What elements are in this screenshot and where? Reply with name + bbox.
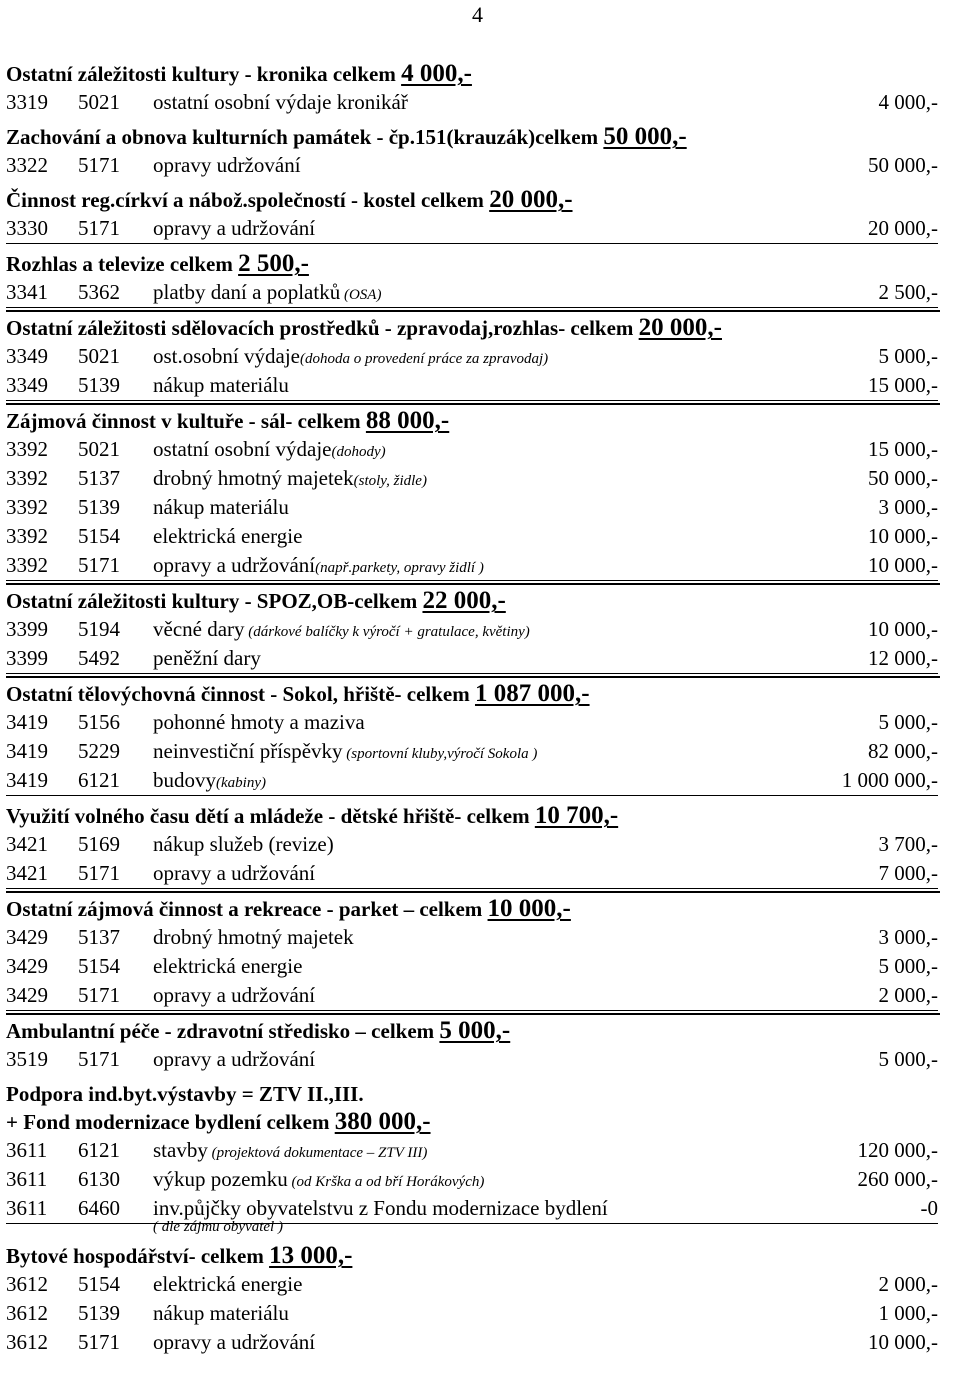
paragraph-code: 3611: [6, 1196, 48, 1220]
row-extra-note: ( dle zájmu obyvatel ): [153, 1219, 283, 1235]
section-total: 380 000,-: [334, 1108, 431, 1135]
paragraph-code: 3322: [6, 153, 48, 177]
row-amount: 50 000,-: [868, 466, 938, 490]
paragraph-code: 3392: [6, 437, 48, 461]
section-title: Bytové hospodářství- celkem: [6, 1244, 264, 1268]
section-total: 88 000,-: [365, 407, 450, 434]
paragraph-code: 3392: [6, 524, 48, 548]
item-code: 5171: [78, 553, 120, 577]
budget-row: [6, 214, 938, 244]
section-subtitle: + Fond modernizace bydlení celkem: [6, 1110, 330, 1134]
item-code: 5171: [78, 1330, 120, 1354]
paragraph-code: 3429: [6, 925, 48, 949]
paragraph-code: 3349: [6, 344, 48, 368]
section-heading: [6, 407, 938, 435]
row-description: drobný hmotný majetek: [153, 466, 354, 490]
budget-row: [6, 1194, 938, 1224]
row-note: (dohoda o provedení práce za zpravodaj): [300, 351, 549, 367]
row-amount: 10 000,-: [868, 553, 938, 577]
paragraph-code: 3399: [6, 617, 48, 641]
section-title: Využití volného času dětí a mládeže - dětské hřiště- celkem: [6, 804, 530, 828]
row-description: elektrická energie: [153, 954, 303, 978]
item-code: 5171: [78, 1047, 120, 1071]
row-note: (projektová dokumentace – ZTV III): [207, 1145, 428, 1161]
section-spacer: [6, 1357, 938, 1363]
row-description: ostatní osobní výdaje: [153, 437, 332, 461]
budget-row: [6, 708, 938, 737]
row-description: opravy a udržování: [153, 216, 316, 240]
section-total: 5 000,-: [439, 1017, 511, 1044]
section-heading: [6, 895, 938, 923]
budget-row: [6, 88, 938, 117]
paragraph-code: 3341: [6, 280, 48, 304]
paragraph-code: 3611: [6, 1167, 48, 1191]
budget-section: [6, 1017, 938, 1080]
paragraph-code: 3421: [6, 832, 48, 856]
row-description: nákup materiálu: [153, 373, 289, 397]
row-description: budovy: [153, 768, 216, 792]
item-code: 5154: [78, 524, 120, 548]
budget-row: [6, 952, 938, 981]
item-code: 5154: [78, 954, 120, 978]
section-total: 10 000,-: [487, 895, 571, 922]
budget-row: [6, 522, 938, 551]
budget-section: [6, 680, 938, 802]
item-code: 5139: [78, 373, 120, 397]
paragraph-code: 3319: [6, 90, 48, 114]
row-description: věcné dary: [153, 617, 245, 641]
item-code: 5171: [78, 216, 120, 240]
item-code: 5156: [78, 710, 120, 734]
row-description: opravy a udržování: [153, 861, 316, 885]
row-amount: 15 000,-: [868, 373, 938, 397]
row-note: (kabiny): [216, 775, 266, 791]
item-code: 5229: [78, 739, 120, 763]
row-description-cell: [153, 952, 871, 981]
budget-row: [6, 278, 938, 308]
section-total: 20 000,-: [638, 314, 722, 341]
section-heading: [6, 587, 938, 615]
row-amount: 1 000,-: [878, 1301, 938, 1325]
paragraph-code: 3612: [6, 1301, 48, 1325]
section-title: Podpora ind.byt.výstavby = ZTV II.,III.: [6, 1082, 364, 1106]
budget-section: [6, 407, 938, 587]
budget-section: [6, 895, 938, 1017]
budget-row: [6, 371, 938, 401]
row-description-cell: [153, 981, 871, 1010]
row-description: elektrická energie: [153, 524, 303, 548]
budget-row: [6, 1165, 938, 1194]
row-description-cell: [153, 278, 871, 307]
section-total: 10 700,-: [534, 802, 619, 829]
row-amount: 3 000,-: [878, 495, 938, 519]
budget-row: [6, 766, 938, 796]
budget-row: [6, 644, 938, 674]
budget-section: [6, 587, 938, 680]
section-title: Zachování a obnova kulturních památek - čp.151(krauzák)celkem: [6, 125, 599, 149]
row-note: (sportovní kluby,výročí Sokola ): [342, 746, 538, 762]
budget-row: [6, 1045, 938, 1074]
item-code: 5194: [78, 617, 120, 641]
section-heading: [6, 1080, 938, 1108]
item-code: 5139: [78, 495, 120, 519]
row-description-cell: [153, 737, 860, 766]
row-description: nákup materiálu: [153, 495, 289, 519]
section-heading: [6, 1242, 938, 1270]
budget-section: [6, 60, 938, 123]
section-total: 1 087 000,-: [474, 680, 590, 707]
item-code: 5154: [78, 1272, 120, 1296]
row-description-cell: [153, 464, 860, 493]
paragraph-code: 3429: [6, 954, 48, 978]
row-description-cell: [153, 923, 871, 952]
item-code: 5137: [78, 925, 120, 949]
budget-section: [6, 123, 938, 186]
section-heading: [6, 802, 938, 830]
row-description: inv.půjčky obyvatelstvu z Fondu modernizace bydlení: [153, 1196, 608, 1220]
row-amount: 5 000,-: [878, 344, 938, 368]
row-amount: 2 000,-: [878, 983, 938, 1007]
row-note: (dárkové balíčky k výročí + gratulace, květiny): [244, 624, 530, 640]
paragraph-code: 3330: [6, 216, 48, 240]
paragraph-code: 3421: [6, 861, 48, 885]
row-description: pohonné hmoty a maziva: [153, 710, 365, 734]
row-description-cell: [153, 88, 871, 117]
section-title: Ostatní záležitosti kultury - kronika celkem: [6, 62, 396, 86]
paragraph-code: 3419: [6, 710, 48, 734]
budget-row: [6, 981, 938, 1011]
section-heading: [6, 123, 938, 151]
budget-row: [6, 830, 938, 859]
item-code: 6121: [78, 1138, 120, 1162]
row-description-cell: [153, 493, 871, 522]
budget-row: [6, 615, 938, 644]
section-total: 4 000,-: [401, 60, 472, 87]
row-description: opravy a udržování: [153, 553, 316, 577]
row-note: (od Krška a od bří Horákových): [287, 1174, 485, 1190]
item-code: 5021: [78, 437, 120, 461]
row-amount: 10 000,-: [868, 1330, 938, 1354]
budget-row: [6, 923, 938, 952]
row-description-cell: [153, 615, 860, 644]
row-description: opravy a udržování: [153, 983, 316, 1007]
row-description-cell: [153, 342, 871, 371]
section-total: 2 500,-: [238, 250, 309, 277]
row-note: (např.parkety, opravy židlí ): [315, 560, 484, 576]
section-heading: [6, 60, 938, 88]
row-description-cell: [153, 859, 871, 888]
paragraph-code: 3419: [6, 739, 48, 763]
item-code: 5169: [78, 832, 120, 856]
row-amount: 10 000,-: [868, 617, 938, 641]
row-description: neinvestiční příspěvky: [153, 739, 343, 763]
row-description-cell: [153, 830, 871, 859]
section-heading: [6, 314, 938, 342]
section-heading: [6, 186, 938, 214]
row-description: platby daní a poplatků: [153, 280, 341, 304]
item-code: 6460: [78, 1196, 120, 1220]
section-title: Ambulantní péče - zdravotní středisko – celkem: [6, 1019, 435, 1043]
row-description-cell: [153, 522, 860, 551]
row-description: nákup materiálu: [153, 1301, 289, 1325]
row-amount: 120 000,-: [857, 1138, 938, 1162]
row-amount: 5 000,-: [878, 1047, 938, 1071]
section-heading: [6, 680, 938, 708]
paragraph-code: 3392: [6, 495, 48, 519]
section-heading-continued: [6, 1108, 938, 1136]
row-description: opravy a udržování: [153, 1047, 316, 1071]
paragraph-code: 3349: [6, 373, 48, 397]
row-description: opravy a udržování: [153, 1330, 316, 1354]
item-code: 5492: [78, 646, 120, 670]
row-description-cell: [153, 1165, 850, 1194]
section-title: Ostatní záležitosti sdělovacích prostředků - zpravodaj,rozhlas- celkem: [6, 316, 634, 340]
row-amount: -0: [920, 1196, 938, 1220]
row-description: peněžní dary: [153, 646, 261, 670]
budget-row: [6, 342, 938, 371]
row-amount: 3 700,-: [878, 832, 938, 856]
budget-section: [6, 1080, 938, 1242]
item-code: 6130: [78, 1167, 120, 1191]
section-total: 22 000,-: [422, 587, 506, 614]
paragraph-code: 3612: [6, 1330, 48, 1354]
item-code: 5362: [78, 280, 120, 304]
row-amount: 10 000,-: [868, 524, 938, 548]
page-number: 4: [472, 2, 483, 27]
paragraph-code: 3612: [6, 1272, 48, 1296]
section-title: Rozhlas a televize celkem: [6, 252, 233, 276]
item-code: 5171: [78, 153, 120, 177]
row-description: drobný hmotný majetek: [153, 925, 354, 949]
row-description-cell: [153, 644, 860, 673]
row-description-cell: [153, 766, 834, 795]
budget-section: [6, 802, 938, 895]
budget-row: [6, 493, 938, 522]
paragraph-code: 3611: [6, 1138, 48, 1162]
item-code: 6121: [78, 768, 120, 792]
row-description-cell: [153, 1270, 871, 1299]
section-total: 20 000,-: [489, 186, 573, 213]
section-heading: [6, 1017, 938, 1045]
budget-row: [6, 1136, 938, 1165]
budget-row: [6, 1328, 938, 1357]
row-description: nákup služeb (revize): [153, 832, 334, 856]
section-title: Zájmová činnost v kultuře - sál- celkem: [6, 409, 361, 433]
row-description-cell: [153, 371, 860, 400]
row-description: ost.osobní výdaje: [153, 344, 300, 368]
section-title: Ostatní záležitosti kultury - SPOZ,OB-celkem: [6, 589, 418, 613]
row-description-cell: [153, 151, 860, 180]
section-total: 50 000,-: [603, 123, 687, 150]
row-amount: 7 000,-: [878, 861, 938, 885]
budget-section: [6, 186, 938, 250]
row-description-cell: [153, 1299, 871, 1328]
row-amount: 2 000,-: [878, 1272, 938, 1296]
row-description: opravy udržování: [153, 153, 301, 177]
row-description-cell: [153, 1328, 860, 1357]
budget-row: [6, 464, 938, 493]
section-title: Ostatní tělovýchovná činnost - Sokol, hřiště- celkem: [6, 682, 470, 706]
row-amount: 4 000,-: [878, 90, 938, 114]
row-amount: 15 000,-: [868, 437, 938, 461]
section-title: Ostatní zájmová činnost a rekreace - parket – celkem: [6, 897, 483, 921]
row-description: stavby: [153, 1138, 208, 1162]
row-amount: 260 000,-: [857, 1167, 938, 1191]
item-code: 5137: [78, 466, 120, 490]
section-title: Činnost reg.církví a nábož.společností - kostel celkem: [6, 188, 484, 212]
row-note: (dohody): [331, 444, 386, 460]
budget-row: [6, 435, 938, 464]
row-amount: 1 000 000,-: [841, 768, 938, 792]
row-amount: 5 000,-: [878, 710, 938, 734]
paragraph-code: 3429: [6, 983, 48, 1007]
row-description: elektrická energie: [153, 1272, 303, 1296]
row-description-cell: [153, 1136, 850, 1165]
budget-row: [6, 151, 938, 180]
item-code: 5139: [78, 1301, 120, 1325]
budget-section: [6, 314, 938, 407]
budget-section: [6, 1242, 938, 1363]
row-amount: 3 000,-: [878, 925, 938, 949]
item-code: 5021: [78, 90, 120, 114]
item-code: 5021: [78, 344, 120, 368]
row-amount: 50 000,-: [868, 153, 938, 177]
row-amount: 12 000,-: [868, 646, 938, 670]
row-amount: 2 500,-: [878, 280, 938, 304]
budget-row: [6, 859, 938, 889]
paragraph-code: 3519: [6, 1047, 48, 1071]
row-note: (OSA): [340, 287, 382, 303]
budget-section: [6, 250, 938, 314]
row-description-cell: [153, 214, 860, 243]
paragraph-code: 3399: [6, 646, 48, 670]
paragraph-code: 3419: [6, 768, 48, 792]
item-code: 5171: [78, 861, 120, 885]
budget-row: [6, 737, 938, 766]
budget-row: [6, 551, 938, 581]
row-description-cell: [153, 551, 860, 580]
row-amount: 20 000,-: [868, 216, 938, 240]
paragraph-code: 3392: [6, 553, 48, 577]
section-total: 13 000,-: [269, 1242, 353, 1269]
row-description-cell: [153, 435, 860, 464]
row-description-cell: [153, 708, 871, 737]
row-description: ostatní osobní výdaje kronikář: [153, 90, 408, 114]
paragraph-code: 3392: [6, 466, 48, 490]
row-description-cell: [153, 1045, 871, 1074]
item-code: 5171: [78, 983, 120, 1007]
row-amount: 5 000,-: [878, 954, 938, 978]
row-amount: 82 000,-: [868, 739, 938, 763]
budget-row: [6, 1299, 938, 1328]
budget-row: [6, 1270, 938, 1299]
row-description: výkup pozemku: [153, 1167, 288, 1191]
budget-document: [6, 60, 938, 1363]
section-heading: [6, 250, 938, 278]
row-note: (stoly, židle): [353, 473, 427, 489]
